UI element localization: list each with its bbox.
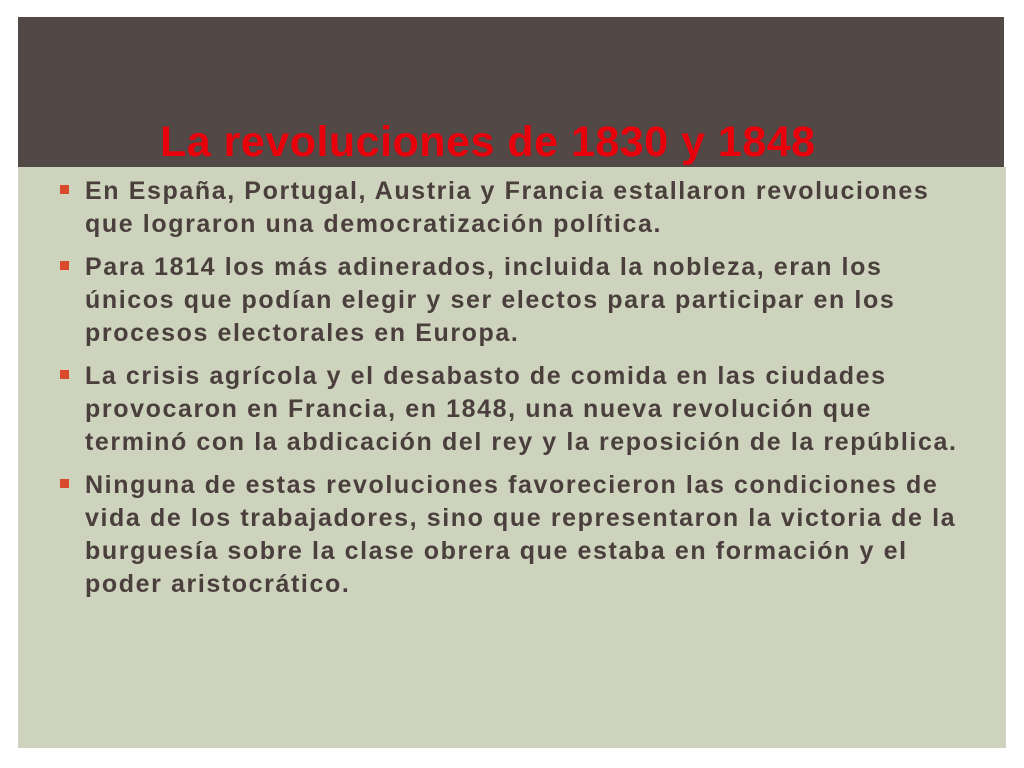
square-bullet-icon [60, 261, 69, 270]
bullet-text: La crisis agrícola y el desabasto de comida en las ciudades provocaron en Francia, en 1848, una nueva revolución que terminó con la abdicación del rey y la reposición de la república. [85, 362, 958, 456]
bullet-text: Ninguna de estas revoluciones favorecieron las condiciones de vida de los trabajadores, sino que representaron la victoria de la burguesía sobre la clase obrera que estaba en formación y el poder aristocrático. [85, 471, 957, 598]
bullet-item [58, 175, 973, 241]
bullet-item [58, 251, 973, 350]
square-bullet-icon [60, 185, 69, 194]
bullet-item [58, 469, 973, 601]
bullet-text: En España, Portugal, Austria y Francia estallaron revoluciones que lograron una democratización política. [85, 177, 930, 238]
square-bullet-icon [60, 370, 69, 379]
slide-title: La revoluciones de 1830 y 1848 [160, 118, 816, 166]
bullet-list [58, 175, 973, 611]
square-bullet-icon [60, 479, 69, 488]
bullet-item [58, 360, 973, 459]
bullet-text: Para 1814 los más adinerados, incluida la nobleza, eran los únicos que podían elegir y ser electos para participar en los procesos electorales en Europa. [85, 253, 896, 347]
